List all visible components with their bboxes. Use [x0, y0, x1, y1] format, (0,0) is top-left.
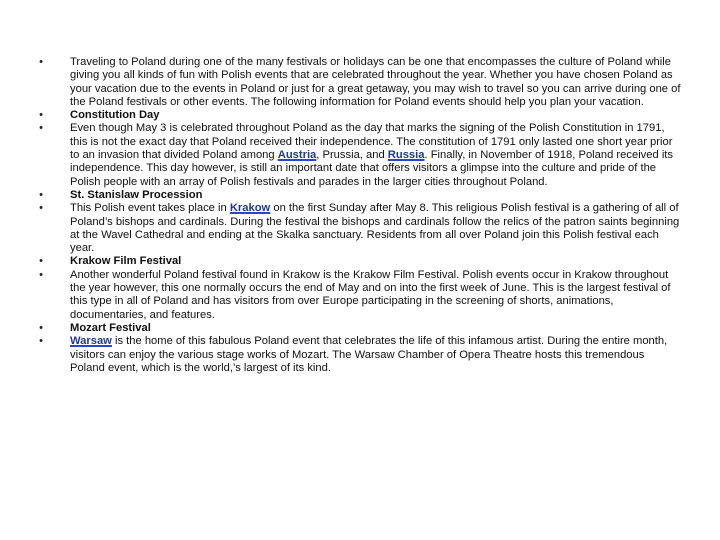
bullet-icon: • — [39, 109, 43, 122]
bullet-icon: • — [39, 122, 43, 135]
section-heading — [36, 322, 682, 335]
paragraph-text — [70, 269, 671, 321]
heading-text — [70, 322, 151, 334]
text-segment: Mozart Festival — [70, 321, 151, 334]
bullet-icon: • — [39, 56, 43, 68]
paragraph-item — [36, 269, 682, 322]
text-segment: This Polish event takes place in — [70, 202, 230, 215]
text-segment: , Prussia, and — [316, 149, 388, 162]
paragraph-item — [36, 335, 682, 375]
place-link[interactable]: Russia — [387, 149, 425, 162]
bullet-icon: • — [39, 202, 43, 215]
paragraph-text — [70, 56, 680, 108]
text-segment: Another wonderful Poland festival found in Krakow is the Krakow Film Festival. Polish events occur in Krakow throughout the year however, this one normally occurs the end of May and on into the first week of June. This is the largest festival of this type in all of Poland and has visitors from over Europe participating in the screening of shorts, animations, documentaries, and features. — [70, 268, 671, 321]
text-segment: is the home of this fabulous Poland event that celebrates the life of this infamous artist. During the entire month, visitors can enjoy the various stage works of Mozart. The Warsaw Chamber of Opera Theatre hosts this tremendous Poland event, which is the world,’s largest of its kind. — [70, 335, 668, 374]
place-link[interactable]: Warsaw — [70, 335, 112, 348]
heading-text — [70, 255, 181, 267]
paragraph-item — [36, 202, 682, 255]
text-segment: Constitution Day — [70, 109, 160, 122]
text-segment: on the first Sunday after May 8. This religious Polish festival is a gathering of all of Poland’s bishops and cardinals. During the festival the bishops and cardinals follow the relics of the patron saints beginning at the Wavel Cathedral and ending at the Skalka sanctuary. Residents from all over Poland join this Polish festival each year. — [70, 202, 680, 255]
heading-text — [70, 109, 160, 121]
bullet-icon: • — [39, 255, 43, 268]
text-segment: . Finally, in November of 1918, Poland received its independence. This day however, is still an important date that offers visitors a glimpse into the culture and pride of the Polish people with an array of Polish festivals and parades in the larger cities throughout Poland. — [70, 149, 674, 188]
section-heading — [36, 255, 682, 268]
text-segment: Even though May 3 is celebrated throughout Poland as the day that marks the signing of the Polish Constitution in 1791, this is not the exact day that Poland received their independence. The constitution of 1791 only lasted one short year prior to an invasion that divided Poland among — [70, 122, 673, 162]
text-segment: St. Stanislaw Procession — [70, 188, 203, 201]
place-link[interactable]: Krakow — [229, 202, 271, 215]
place-link[interactable]: Austria — [277, 149, 317, 162]
paragraph-item — [36, 56, 682, 109]
section-heading — [36, 109, 682, 122]
section-heading — [36, 189, 682, 202]
bullet-icon: • — [39, 321, 43, 334]
paragraph-text — [70, 335, 667, 374]
bullet-icon: • — [39, 268, 43, 281]
paragraph-text — [70, 122, 673, 187]
bullet-icon: • — [39, 335, 43, 348]
bullet-icon: • — [39, 188, 43, 201]
paragraph-text — [70, 202, 679, 254]
text-segment: Traveling to Poland during one of the many festivals or holidays can be one that encompasses the culture of Poland while giving you all kinds of fun with Polish events that are celebrated throughout the year. Whether you have chosen Poland as your vacation due to the events in Poland or just for a great getaway, you may wish to travel so you can arrive during one of the Poland festivals or other events. The following information for Poland events should help you plan your vacation. — [70, 56, 681, 108]
bullet-list — [36, 56, 682, 375]
paragraph-item — [36, 122, 682, 188]
text-segment: Krakow Film Festival — [70, 255, 182, 268]
heading-text — [70, 189, 202, 201]
